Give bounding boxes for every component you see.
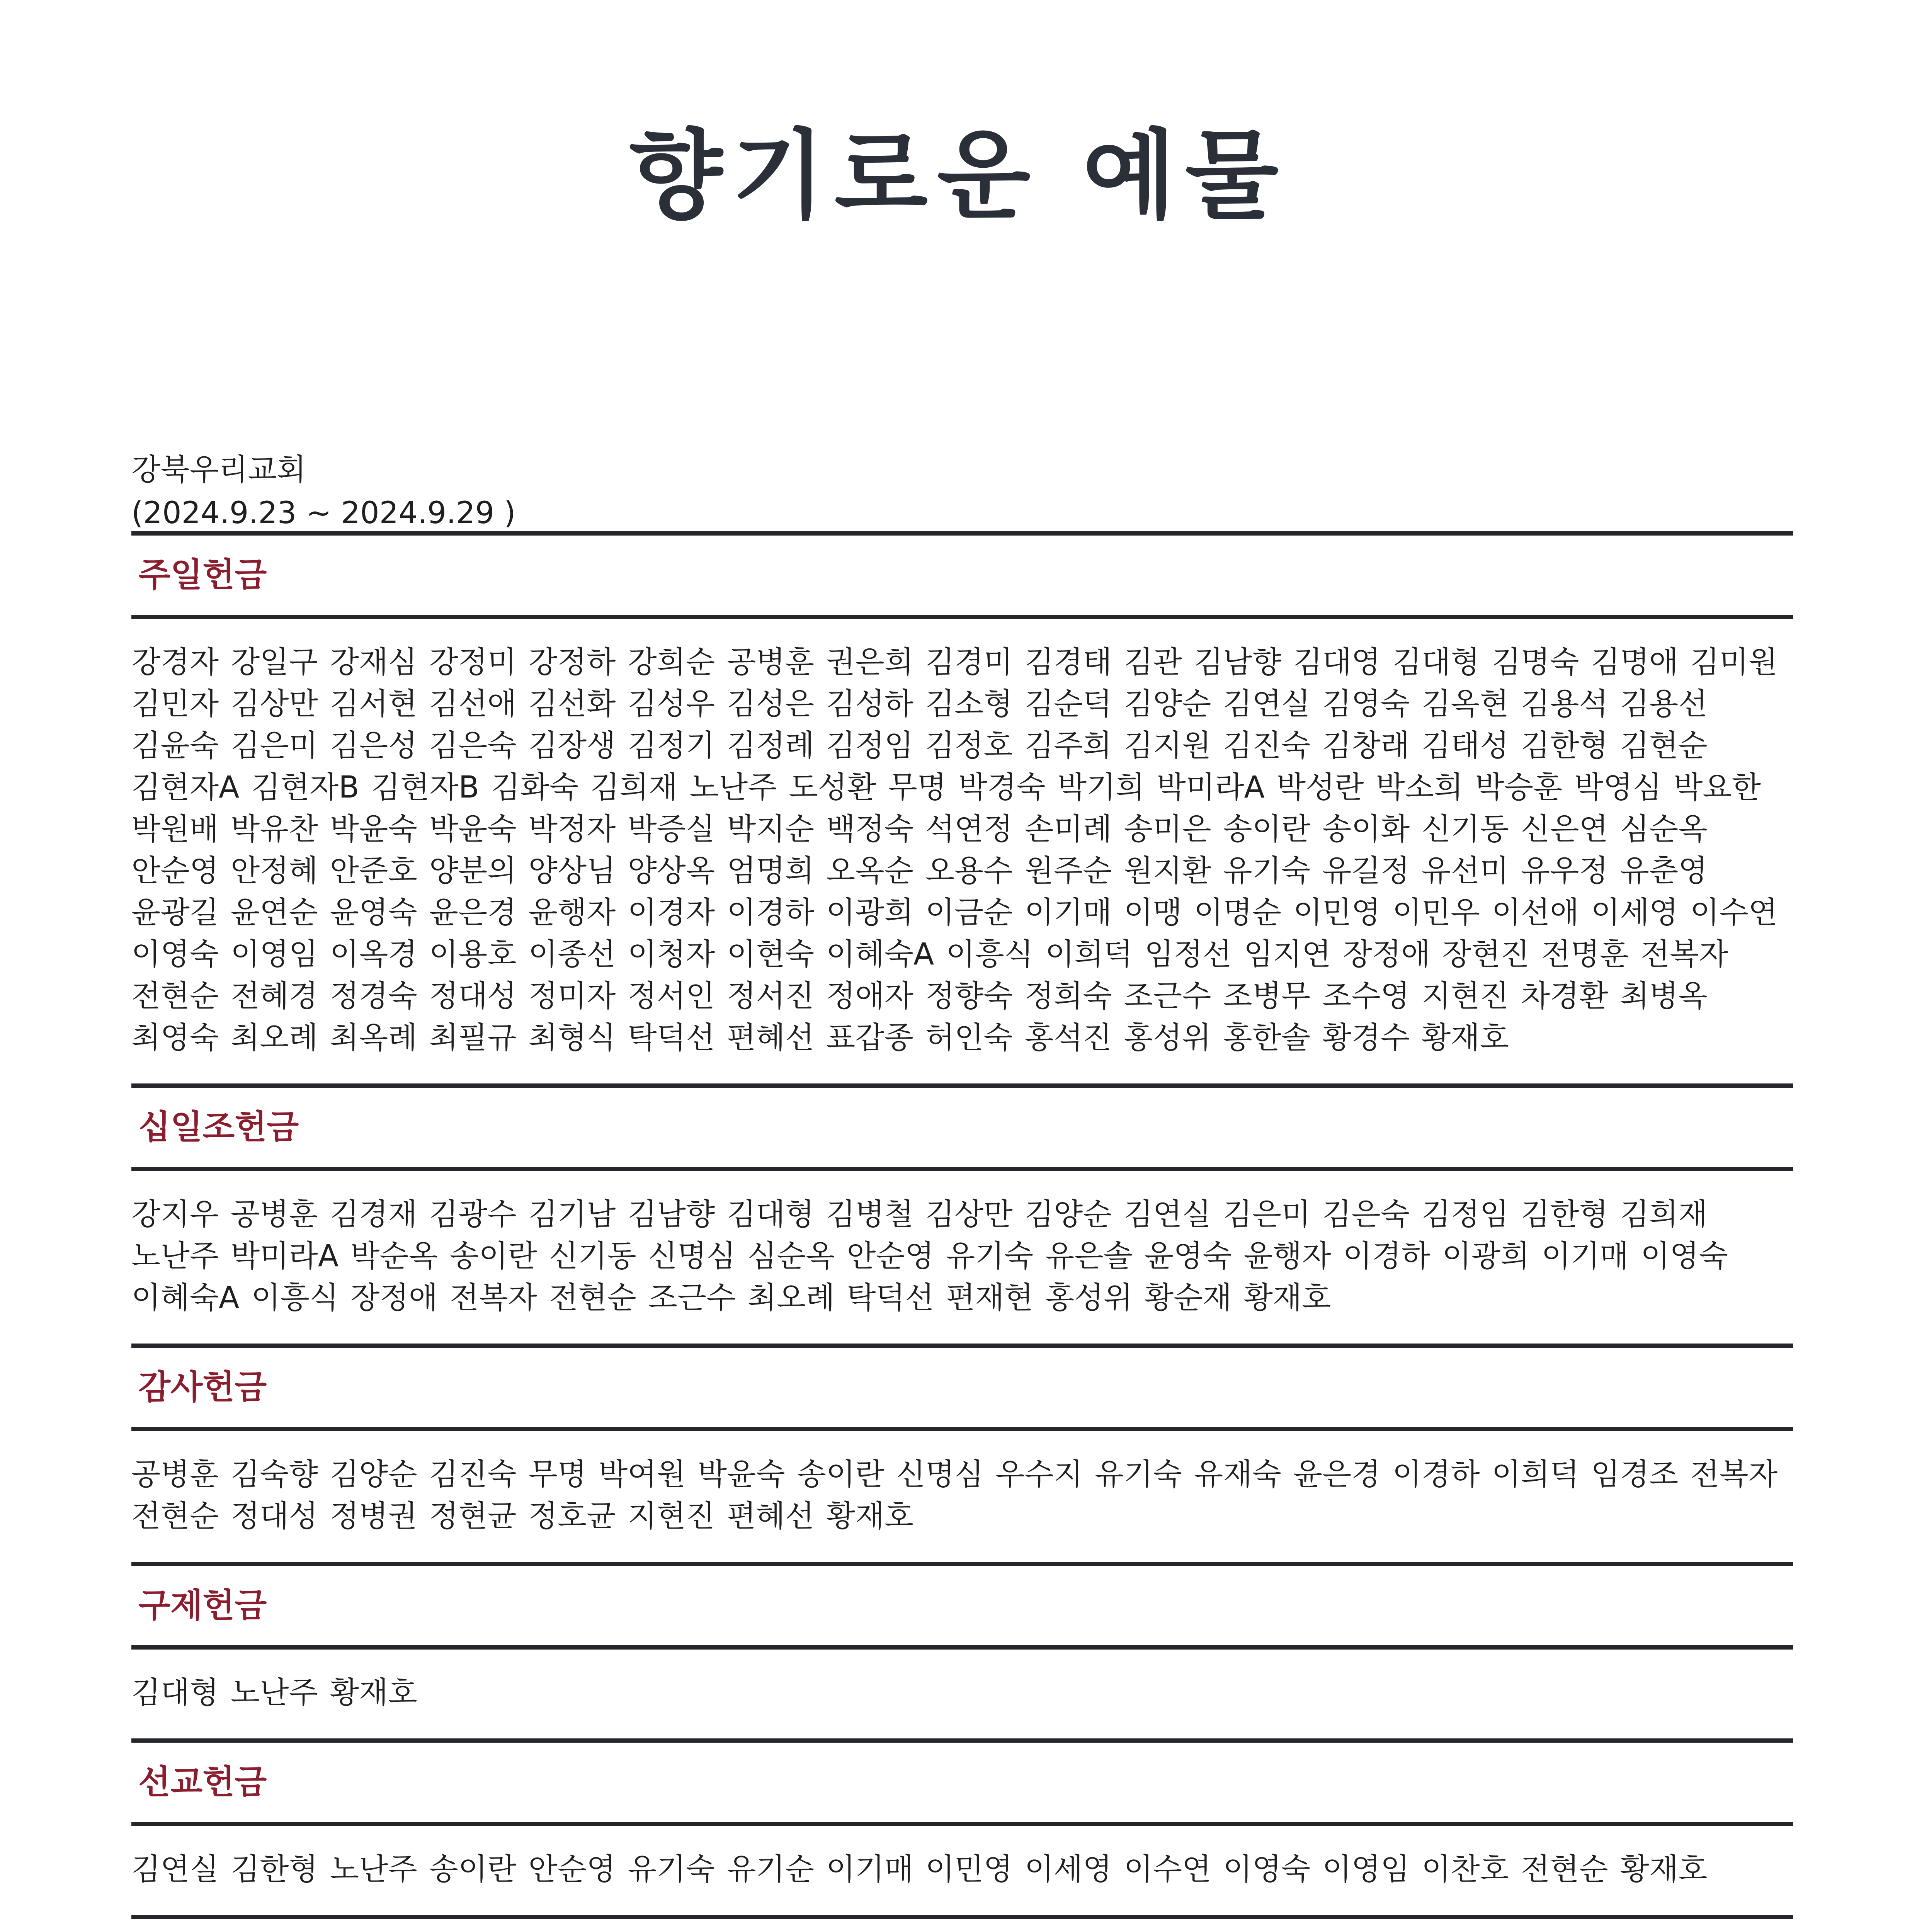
- donor-names: 김대형 노난주 황재호: [131, 1675, 417, 1710]
- section-title: 주일헌금: [138, 556, 267, 594]
- section-divider: [131, 1344, 1793, 1348]
- section-mission-offering: [131, 1738, 1793, 1915]
- section-divider: [131, 1167, 1793, 1171]
- section-title: 구제헌금: [138, 1586, 267, 1625]
- section-divider: [131, 1645, 1793, 1650]
- section-relief-offering: [131, 1562, 1793, 1738]
- section-thanksgiving-offering: [131, 1344, 1793, 1562]
- section-sunday-offering: [131, 531, 1793, 1083]
- section-divider: [131, 1562, 1793, 1566]
- section-divider: [131, 1738, 1793, 1743]
- section-title: [131, 1919, 1793, 1932]
- donor-names: 강경자 강일구 강재심 강정미 강정하 강희순 공병훈 권은희 김경미 김경태 김관 김남향 김대영 김대형 김명숙 김명애 김미원 김민자 김상만 김서현 김선애 김선화 김성우 김성은 김성하 김소형 김순덕 김양순 김연실 김영숙 김옥현 김용석 김용선 김윤숙 김은미 김은성 김은숙 김장생 김정기 김정례 김정임 김정호 김주희 김지원 김진숙 김창래 김태성 김한형 김현순 김현자A 김현자B 김현자B 김화숙 김희재 노난주 도성환 무명 박경숙 박기희 박미라A 박성란 박소희 박승훈 박영심 박요한 박원배 박유찬 박윤숙 박윤숙 박정자 박증실 박지순 백정숙 석연정 손미례 송미은 송이란 송이화 신기동 신은연 심순옥 안순영 안정혜 안준호 양분의 양상님 양상옥 엄명희 오옥순 오용수 원주순 원지환 유기숙 유길정 유선미 유우정 유춘영 윤광길 윤연순 윤영숙 윤은경 윤행자 이경자 이경하 이광희 이금순 이기매 이맹 이명순 이민영 이민우 이선애 이세영 이수연 이영숙 이영임 이옥경 이용호 이종선 이청자 이현숙 이혜숙A 이흥식 이희덕 임정선 임지연 장정애 장현진 전명훈 전복자 전현순 전혜경 정경숙 정대성 정미자 정서인 정서진 정애자 정향숙 정희숙 조근수 조병무 조수영 지현진 차경환 최병옥 최영숙 최오례 최옥례 최필규 최형식 탁덕선 편혜선 표갑종 허인숙 홍석진 홍성위 홍한솔 황경수 황재호: [131, 645, 1778, 1055]
- offering-sections: [131, 531, 1793, 1932]
- section-title: 십일조헌금: [138, 1108, 299, 1146]
- section-divider: [131, 1427, 1793, 1431]
- section-title: 선교헌금: [138, 1763, 267, 1801]
- section-divider: [131, 615, 1793, 619]
- section-tithe-offering: [131, 1083, 1793, 1344]
- section-divider: [131, 1915, 1793, 1919]
- bulletin-header: [131, 448, 516, 535]
- section-title: 감사헌금: [138, 1368, 267, 1406]
- donor-names: 공병훈 김숙향 김양순 김진숙 무명 박여원 박윤숙 송이란 신명심 우수지 유기숙 유재숙 윤은경 이경하 이희덕 임경조 전복자 전현순 정대성 정병권 정현균 정호균 지현진 편혜선 황재호: [131, 1457, 1778, 1534]
- page-title: 향기로운 예물: [629, 119, 1288, 232]
- date-range: (2024.9.23 ~ 2024.9.29 ): [131, 496, 516, 531]
- section-divider: [131, 1822, 1793, 1826]
- donor-names: 김연실 김한형 노난주 송이란 안순영 유기숙 유기순 이기매 이민영 이세영 이수연 이영숙 이영임 이찬호 전현순 황재호: [131, 1852, 1708, 1887]
- donor-names: 강지우 공병훈 김경재 김광수 김기남 김남향 김대형 김병철 김상만 김양순 김연실 김은미 김은숙 김정임 김한형 김희재 노난주 박미라A 박순옥 송이란 신기동 신명심 심순옥 안순영 유기숙 유은솔 윤영숙 윤행자 이경하 이광희 이기매 이영숙 이혜숙A 이흥식 장정애 전복자 전현순 조근수 최오례 탁덕선 편재현 홍성위 황순재 황재호: [131, 1197, 1728, 1315]
- section-vision-offering: [131, 1915, 1793, 1932]
- section-divider: [131, 1083, 1793, 1088]
- section-divider: [131, 531, 1793, 536]
- church-name: 강북우리교회: [131, 452, 306, 487]
